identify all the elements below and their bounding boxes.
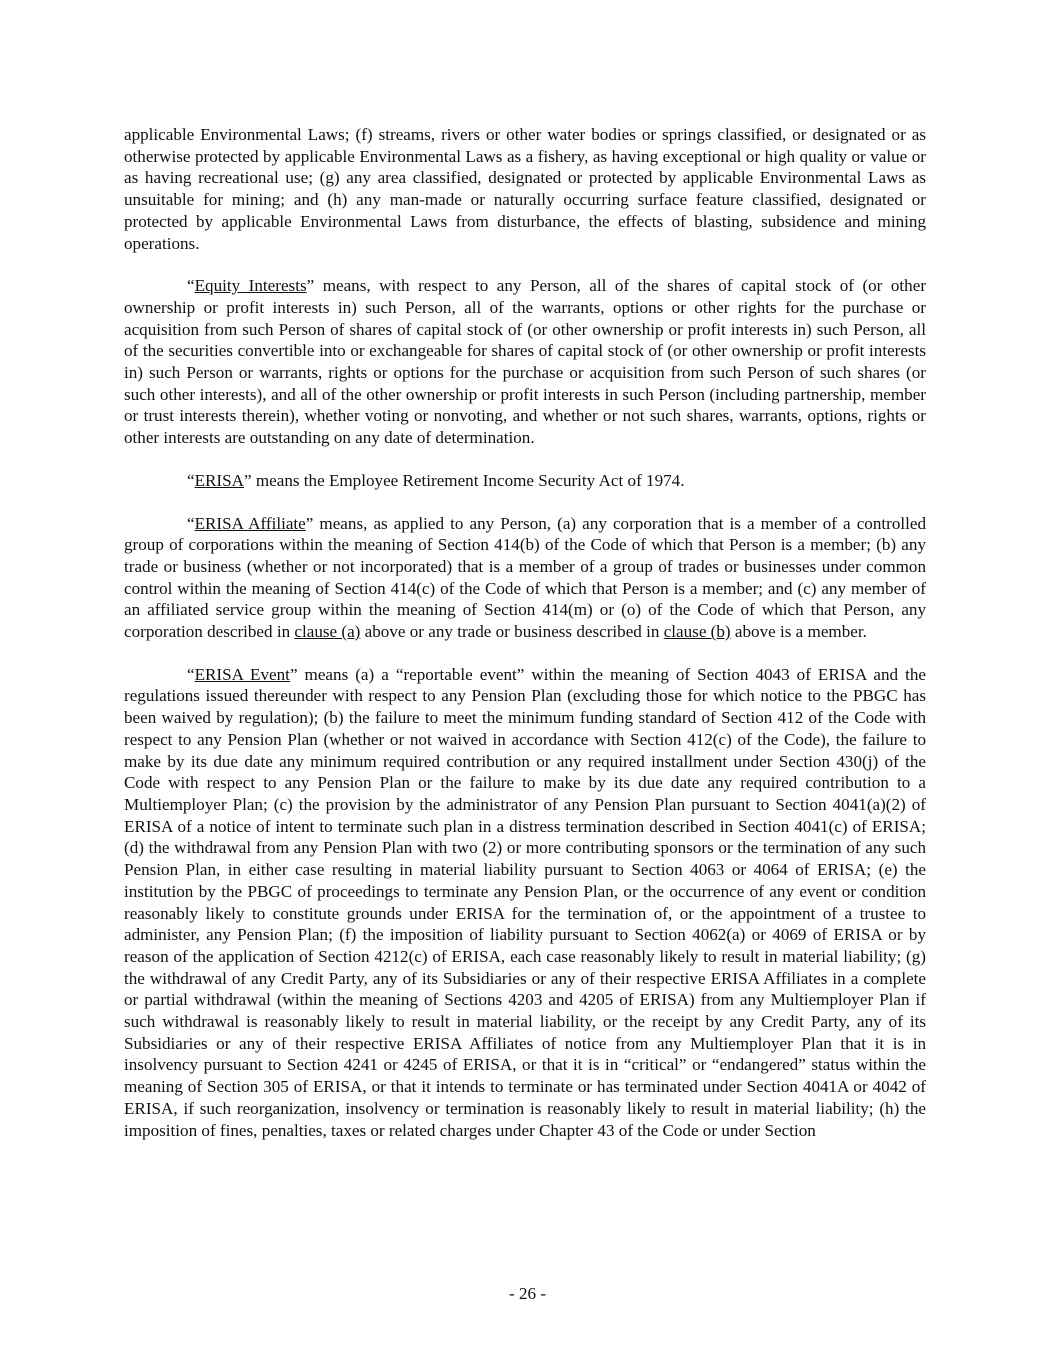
open-quote: “ <box>187 276 195 296</box>
definition-text: ” means the Employee Retirement Income Security Act of 1974. <box>243 470 685 490</box>
paragraph-environmental-continuation: applicable Environmental Laws; (f) streams, rivers or other water bodies or springs classified, or designated or as otherwise protected by applicable Environmental Laws as a fishery, as having exceptional or high quality or value or as having recreational use; (g) any area classified, designated or protected by applicable Environmental Laws as unsuitable for mining; and (h) any man-made or naturally occurring surface feature classified, designated or protected by applicable Environmental Laws from disturbance, the effects of blasting, subsidence and mining operations. <box>124 125 926 253</box>
definition-erisa-event <box>124 664 926 1141</box>
definition-equity-interests <box>124 275 926 449</box>
definition-text: ” means, with respect to any Person, all of the shares of capital stock of (or other ownership or profit interests in) such Person, all of the warrants, options or other rights for the purchase or acquisition from such Person of shares of capital stock of (or other ownership or profit interests in) such Person, all of the securities convertible into or exchangeable for shares of capital stock of (or other ownership or profit interests in) such Person or warrants, rights or options for the purchase or acquisition from such Person of such shares (or such other interests), and all of the other ownership or profit interests in such Person (including partnership, member or trust interests therein), whether voting or nonvoting, and whether or not such shares, warrants, options, rights or other interests are outstanding on any date of determination. <box>124 276 927 448</box>
definition-text: ” means (a) a “reportable event” within the meaning of Section 4043 of ERISA and the regulations issued thereunder with respect to any Pension Plan (excluding those for which notice to the PBGC has been waived by regulation); (b) the failure to meet the minimum funding standard of Section 412 of the Code with respect to any Pension Plan (whether or not waived in accordance with Section 412(c) of the Code), the failure to make by its due date any minimum required contribution or any required installment under Section 430(j) of the Code with respect to any Pension Plan or the failure to make by its due date any required contribution to a Multiemployer Plan; (c) the provision by the administrator of any Pension Plan pursuant to Section 4041(a)(2) of ERISA of a notice of intent to terminate such plan in a distress termination described in Section 4041(c) of ERISA; (d) the withdrawal from any Pension Plan with two (2) or more contributing sponsors or the termination of any such Pension Plan, in either case resulting in material liability pursuant to Section 4063 or 4064 of ERISA; (e) the institution by the PBGC of proceedings to terminate any Pension Plan, or the occurrence of any event or condition reasonably likely to constitute grounds under ERISA for the termination of, or the appointment of a trustee to administer, any Pension Plan; (f) the imposition of liability pursuant to Section 4062(a) or 4069 of ERISA or by reason of the application of Section 4212(c) of ERISA, each case reasonably likely to result in material liability; (g) the withdrawal of any Credit Party, any of its Subsidiaries or any of their respective ERISA Affiliates in a complete or partial withdrawal (within the meaning of Sections 4203 and 4205 of ERISA) from any Multiemployer Plan if such withdrawal is reasonably likely to result in material liability, or the receipt by any Credit Party, any of its Subsidiaries or any of their respective ERISA Affiliates of notice from any Multiemployer Plan that it is in insolvency pursuant to Section 4241 or 4245 of ERISA, or that it is in “critical” or “endangered” status within the meaning of Section 305 of ERISA, or that it intends to terminate or has terminated under Section 4041A or 4042 of ERISA, if such reorganization, insolvency or termination is reasonably likely to result in material liability; (h) the imposition of fines, penalties, taxes or related charges under Chapter 43 of the Code or under Section <box>124 664 926 1140</box>
defined-term-erisa-event: ERISA Event <box>194 664 290 684</box>
clause-a-reference: clause (a) <box>294 622 361 642</box>
open-quote: “ <box>187 513 195 533</box>
clause-b-reference: clause (b) <box>663 622 731 642</box>
defined-term-equity-interests: Equity Interests <box>194 276 307 296</box>
defined-term-erisa-affiliate: ERISA Affiliate <box>194 513 306 533</box>
document-body <box>124 124 926 1162</box>
definition-erisa <box>124 470 926 492</box>
open-quote: “ <box>187 470 195 490</box>
definition-erisa-affiliate <box>124 513 926 643</box>
open-quote: “ <box>187 664 195 684</box>
definition-text: above or any trade or business described in <box>360 622 664 642</box>
page-number: - 26 - <box>508 1284 547 1303</box>
defined-term-erisa: ERISA <box>194 470 244 490</box>
definition-text: ” means, as applied to any Person, (a) any corporation that is a member of a controlled group of corporations within the meaning of Section 414(b) of the Code of which that Person is a member; (b) any trade or business (whether or not incorporated) that is a member of a group of trades or businesses under common control within the meaning of Section 414(c) of the Code of which that Person is a member; and (c) any member of an affiliated service group within the meaning of Section 414(m) or (o) of the Code of which that Person, any corporation described in <box>124 513 926 642</box>
definition-text: above is a member. <box>730 622 867 642</box>
